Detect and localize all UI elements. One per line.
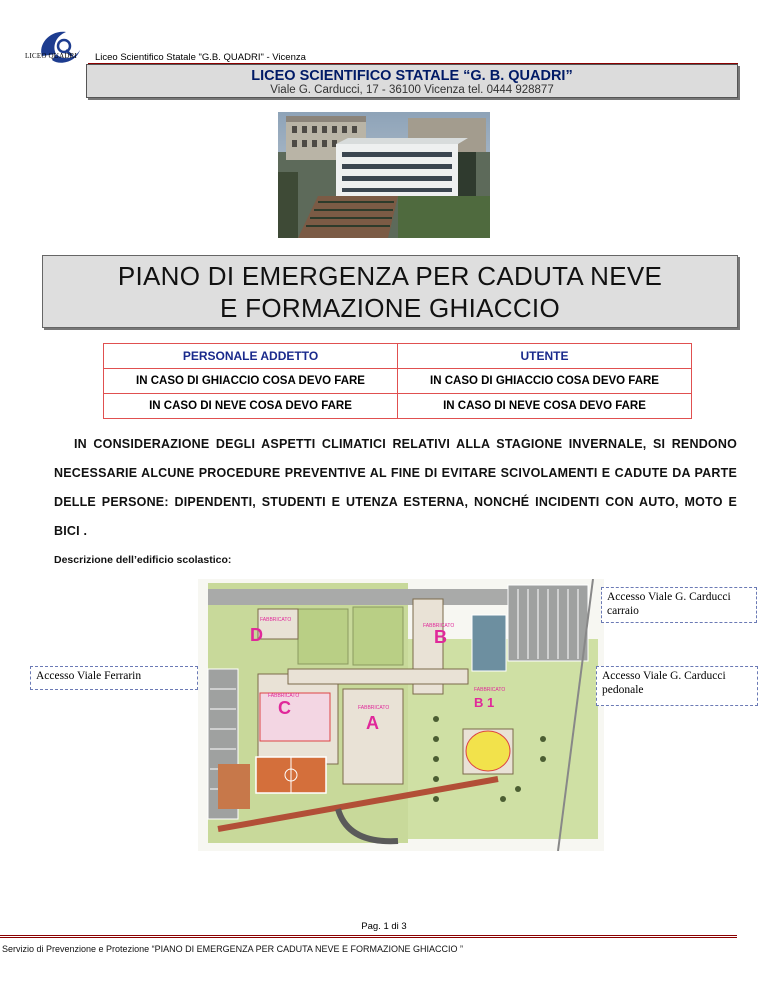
building-letter-a: A <box>366 713 379 733</box>
document-title <box>42 255 738 328</box>
header-personale-addetto: PERSONALE ADDETTO <box>104 344 398 369</box>
action-table <box>103 343 692 419</box>
callout-carraio-line-2: carraio <box>607 605 639 617</box>
building-letter-b1: B 1 <box>474 695 495 710</box>
header-utente: UTENTE <box>398 344 692 369</box>
callout-accesso-carraio <box>601 587 757 623</box>
label-fabbricato-d: FABBRICATO <box>260 617 292 623</box>
footer-text: Servizio di Prevenzione e Protezione “PIANO DI EMERGENZA PER CADUTA NEVE E FORMAZIONE GHIACCIO ” <box>2 944 463 954</box>
table-header-row <box>104 344 692 369</box>
building-letter-b: B <box>434 627 447 647</box>
school-building-photo <box>278 112 490 238</box>
school-name: LICEO SCIENTIFICO STATALE “G. B. QUADRI” <box>251 68 573 84</box>
title-line-2: E FORMAZIONE GHIACCIO <box>220 293 560 323</box>
callout-accesso-ferrarin <box>30 666 198 690</box>
label-fabbricato-a: FABBRICATO <box>358 705 390 711</box>
intro-paragraph: IN CONSIDERAZIONE DEGLI ASPETTI CLIMATICI RELATIVI ALLA STAGIONE INVERNALE, SI RENDONO NECESSARIE ALCUNE PROCEDURE PREVENTIVE AL FINE DI EVITARE SCIVOLAMENTI E CADUTE DA PARTE DELLE PERSONE: DIPENDENTI, STUDENTI E UTENZA ESTERNA, NONCHÉ INCIDENTI CON AUTO, MOTO E BICI . <box>54 437 737 538</box>
school-header-box <box>86 64 738 98</box>
label-fabbricato-b1: FABBRICATO <box>474 687 506 693</box>
running-head: Liceo Scientifico Statale "G.B. QUADRI" - Vicenza <box>95 52 306 63</box>
school-address: Viale G. Carducci, 17 - 36100 Vicenza tel. 0444 928877 <box>270 84 554 96</box>
callout-pedonale-line-2: pedonale <box>602 684 644 696</box>
page-number: Pag. 1 di 3 <box>361 921 407 932</box>
title-line-1: PIANO DI EMERGENZA PER CADUTA NEVE <box>117 261 663 291</box>
callout-accesso-pedonale <box>596 666 758 706</box>
logo-wordmark: LICEO QUADRI <box>25 52 77 60</box>
callout-carraio-line-1: Accesso Viale G. Carducci <box>607 591 731 603</box>
link-neve-personale[interactable]: IN CASO DI NEVE COSA DEVO FARE <box>104 394 398 419</box>
label-fabbricato-c: FABBRICATO <box>268 693 300 699</box>
building-letter-c: C <box>278 698 291 718</box>
table-row <box>104 369 692 394</box>
label-fabbricato-b: FABBRICATO <box>423 623 455 629</box>
link-neve-utente[interactable]: IN CASO DI NEVE COSA DEVO FARE <box>398 394 692 419</box>
link-ghiaccio-personale[interactable]: IN CASO DI GHIACCIO COSA DEVO FARE <box>104 369 398 394</box>
school-logo <box>36 26 84 66</box>
table-row <box>104 394 692 419</box>
footer-divider <box>0 935 737 938</box>
building-letter-d: D <box>250 625 263 645</box>
site-plan <box>198 579 604 851</box>
link-ghiaccio-utente[interactable]: IN CASO DI GHIACCIO COSA DEVO FARE <box>398 369 692 394</box>
callout-pedonale-line-1: Accesso Viale G. Carducci <box>602 670 726 682</box>
building-description-label: Descrizione dell’edificio scolastico: <box>54 554 232 566</box>
callout-ferrarin-text: Accesso Viale Ferrarin <box>36 670 142 682</box>
